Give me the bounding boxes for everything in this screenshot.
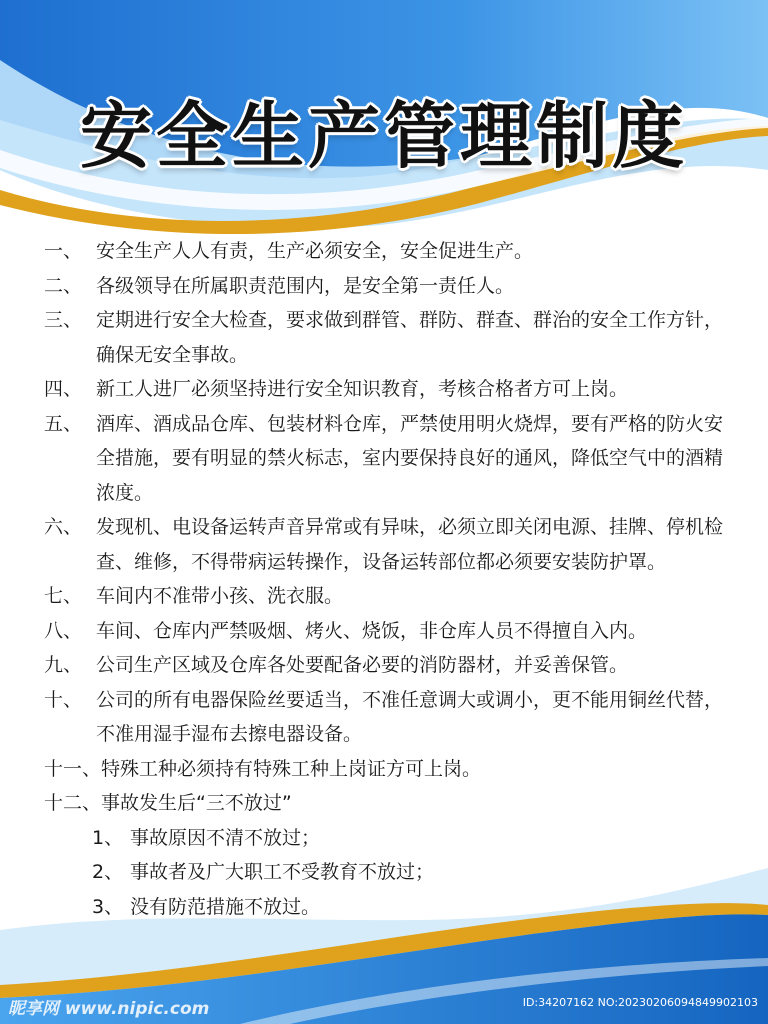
sub-item (44, 821, 734, 856)
rule-item (44, 407, 734, 511)
rule-number: 一、 (44, 240, 83, 262)
rule-number: 六、 (44, 516, 83, 538)
rule-text: 车间、仓库内严禁吸烟、烤火、烧饭，非仓库人员不得擅自入内。 (96, 619, 648, 642)
rule-number: 十一、 (44, 757, 102, 780)
rule-item (44, 683, 734, 752)
rule-item (44, 786, 734, 821)
rule-number: 五、 (44, 412, 83, 435)
rule-text: 公司的所有电器保险丝要适当，不准任意调大或调小，更不能用铜丝代替，不准用湿手湿布去擦电器设备。 (96, 688, 724, 745)
sub-item (44, 890, 734, 925)
rule-item (44, 234, 734, 269)
sub-item-text: 事故者及广大职工不受教育不放过； (130, 861, 435, 883)
rule-item (44, 648, 734, 683)
page-title: 安全生产管理制度 (79, 94, 688, 178)
sub-item-text: 没有防范措施不放过。 (130, 895, 321, 918)
rule-item (44, 614, 734, 649)
rule-text: 酒库、酒成品仓库、包装材料仓库，严禁使用明火烧焊，要有严格的防火安全措施，要有明显的禁火标志，室内要保持良好的通风，降低空气中的酒精浓度。 (96, 412, 724, 504)
sub-item (44, 855, 734, 890)
rule-item (44, 269, 734, 304)
rule-text: 车间内不准带小孩、洗衣服。 (96, 585, 344, 607)
rule-number: 九、 (44, 654, 83, 676)
rule-number: 十、 (44, 688, 83, 711)
rule-number: 二、 (44, 274, 83, 297)
rule-item (44, 372, 734, 407)
rule-text: 各级领导在所属职责范围内，是安全第一责任人。 (96, 274, 515, 297)
rule-text: 定期进行安全大检查，要求做到群管、群防、群查、群治的安全工作方针，确保无安全事故。 (96, 309, 724, 366)
rule-number: 四、 (44, 378, 83, 400)
sub-item-number: 2、 (92, 861, 124, 883)
rule-text: 新工人进厂必须坚持进行安全知识教育，考核合格者方可上岗。 (96, 378, 629, 400)
rule-number: 八、 (44, 619, 83, 642)
sub-item-number: 3、 (92, 895, 124, 918)
rule-text: 事故发生后“三不放过” (101, 792, 292, 814)
rule-text: 安全生产人人有责，生产必须安全，安全促进生产。 (96, 240, 534, 262)
sub-item-text: 事故原因不清不放过； (130, 826, 321, 849)
rule-item (44, 752, 734, 787)
rule-text: 发现机、电设备运转声音异常或有异味，必须立即关闭电源、挂牌、停机检查、维修，不得带病运转操作，设备运转部位都必须要安装防护罩。 (96, 516, 724, 573)
rule-number: 七、 (44, 585, 83, 607)
sub-item-number: 1、 (92, 826, 124, 849)
rule-text: 特殊工种必须持有特殊工种上岗证方可上岗。 (101, 757, 482, 780)
watermark-id: ID:34207162 NO:20230206094849902103 (522, 996, 758, 1009)
rules-list (44, 234, 734, 924)
rule-item (44, 510, 734, 579)
rule-item (44, 303, 734, 372)
rule-text: 公司生产区域及仓库各处要配备必要的消防器材，并妥善保管。 (96, 654, 629, 676)
rule-item (44, 579, 734, 614)
rule-number: 三、 (44, 309, 83, 331)
watermark-logo: 昵享网 www.nipic.com (8, 999, 210, 1019)
rule-number: 十二、 (44, 792, 102, 814)
